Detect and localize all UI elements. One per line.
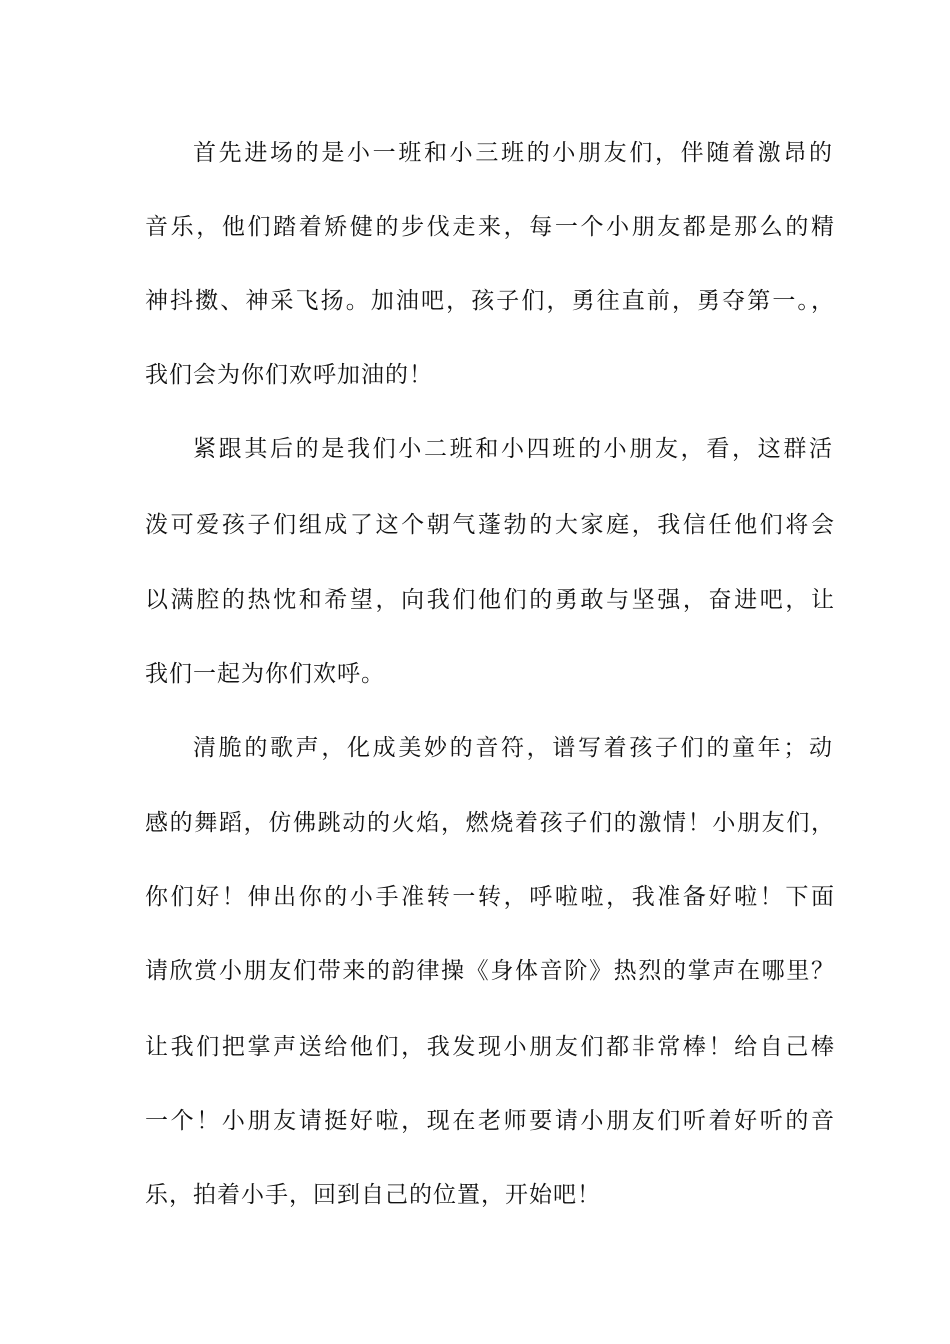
paragraph-3-line-1: 清脆的歌声，化成美妙的音符，谱写着孩子们的童年；动 bbox=[193, 735, 833, 761]
paragraph-3-line-2: 感的舞蹈，仿佛跳动的火焰，燃烧着孩子们的激情！小朋友们， bbox=[145, 810, 835, 836]
paragraph-2-line-3: 以满腔的热忱和希望，向我们他们的勇敢与坚强，奋进吧，让 bbox=[145, 587, 835, 613]
paragraph-1-line-3: 神抖擞、神采飞扬。加油吧，孩子们，勇往直前，勇夺第一。， bbox=[145, 288, 835, 314]
paragraph-1-line-4: 我们会为你们欢呼加油的！ bbox=[145, 362, 433, 388]
paragraph-2-line-2: 泼可爱孩子们组成了这个朝气蓬勃的大家庭，我信任他们将会 bbox=[145, 512, 835, 538]
paragraph-1-line-1: 首先进场的是小一班和小三班的小朋友们，伴随着激昂的 bbox=[193, 140, 833, 166]
paragraph-3-line-5: 让我们把掌声送给他们，我发现小朋友们都非常棒！给自己棒 bbox=[145, 1034, 835, 1060]
paragraph-3-line-6: 一个！小朋友请挺好啦，现在老师要请小朋友们听着好听的音 bbox=[145, 1108, 835, 1134]
paragraph-2-line-4: 我们一起为你们欢呼。 bbox=[145, 661, 385, 687]
paragraph-3-line-4: 请欣赏小朋友们带来的韵律操《身体音阶》热烈的掌声在哪里？ bbox=[145, 958, 835, 984]
paragraph-3-line-7: 乐，拍着小手，回到自己的位置，开始吧！ bbox=[145, 1182, 601, 1208]
paragraph-3-line-3: 你们好！伸出你的小手准转一转，呼啦啦，我准备好啦！下面 bbox=[145, 884, 835, 910]
paragraph-1-line-2: 音乐，他们踏着矫健的步伐走来，每一个小朋友都是那么的精 bbox=[145, 214, 835, 240]
paragraph-2-line-1: 紧跟其后的是我们小二班和小四班的小朋友，看，这群活 bbox=[193, 436, 833, 462]
